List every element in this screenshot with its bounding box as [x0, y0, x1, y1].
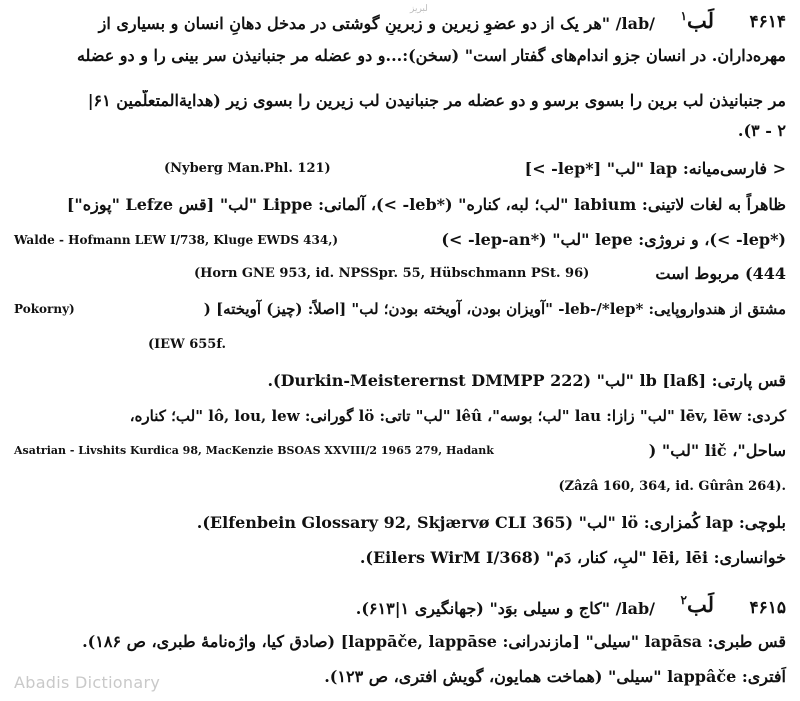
etym-text: (IEW 655f.	[147, 337, 226, 352]
etym-text: 444) مربوط است	[655, 264, 786, 283]
etym-text: قس پارتی: lb [laß] "لب" (Durkin-Meisterernst DMMPP 222).	[267, 371, 786, 390]
etym-text: ظاهراً به لغات لاتینی: labium "لب؛ لبه، کناره" (*leb- >)، آلمانی: Lippe "لب" [قس Lefze "پوزه"]	[66, 195, 786, 214]
etym-text: (*lep- >)، و نروژی: lepe "لب" (*lep-an- >)	[441, 230, 786, 249]
definition-text: "هر یک از دو عضوِ زیرین و زبرینِ گوشتی در مدخل دهانِ انسان و بسیاری از	[98, 14, 611, 33]
etym-text: مشتق از هندواروپایی: *leb-/*lep- "آویزان بودن، آویخته بودن؛ لب" [اصلاً: (چیز) آویخته] (	[203, 300, 786, 318]
etym-ref: Walde - Hofmann LEW I/738, Kluge EWDS 434,)	[14, 233, 339, 247]
definition-text: "کاج و سیلی بوَد" (جهانگیری ۱|۶۱۳).	[355, 599, 611, 618]
definition-line-4: ۲ - ۳).	[737, 121, 786, 140]
etym-text: قس طبری: lapāsa "سیلی" [مازندرانی: lappāče, lappāse] (صادق کیا، واژه‌نامهٔ طبری، ص ۱۸۶).	[82, 632, 786, 651]
faint-mark: لبریز	[410, 4, 428, 14]
definition-line-1	[14, 13, 655, 35]
headword-text: لَب	[686, 8, 714, 33]
entry-number-4614: ۴۶۱۴	[749, 12, 786, 32]
etym-ref: Asatrian - Livshits Kurdica 98, MacKenzie BSOAS XXVIII/2 1965 279, Hadank	[14, 444, 494, 457]
definition-line-3: مر جنبانیذن لب برین را بسوی برسو و دو عضله مر جنبانیدن لب زیرین را بسوی زیر (هدایة‌المتعلّمین ۶۱|	[87, 91, 786, 110]
entry-number-4615: ۴۶۱۵	[749, 598, 786, 618]
headword-text: لَب	[686, 592, 714, 617]
etym-ref: (Nyberg Man.Phl. 121)	[164, 161, 331, 176]
etym-text: خوانساری: lēi, lēi "لبِ، کنار، دَم" (Eilers WirM I/368).	[359, 548, 786, 567]
entry2-definition	[355, 598, 655, 620]
etym-ref: Pokorny)	[14, 302, 75, 316]
entry-headword-1	[681, 8, 714, 33]
etym-ref: (Horn GNE 953, id. NPSSpr. 55, Hübschmann PSt. 96)	[194, 266, 590, 281]
etym-text: اَفتری: lappâče "سیلی" (هماخت همایون، گویش افتری، ص ۱۲۳).	[324, 667, 786, 686]
etym-text: بلوچی: lap کُمزاری: lö "لب" (Elfenbein Glossary 92, Skjærvø CLI 365).	[196, 513, 786, 532]
definition-line-2: مهره‌داران. در انسان جزو اندام‌های گفتار است" (سخن):...و دو عضله مر جنبانیذن سر بینی را و دو عضله	[76, 46, 786, 65]
transliteration: /lab/	[615, 14, 655, 33]
etym-text: کردی: lēv, lēw "لب" زازا: lau "لب؛ بوسه"، lêû "لب" تاتی: lö گورانی: lô, lou, lew "لب؛ کناره،	[129, 407, 786, 425]
watermark: Abadis Dictionary	[14, 673, 161, 692]
etym-text: ساحل"، lič "لب" (	[648, 441, 786, 460]
etym-text: < فارسی‌میانه: lap "لب" [*lep- >]	[524, 159, 786, 178]
transliteration: /lab/	[615, 599, 655, 618]
headword-superscript: ۲	[680, 593, 687, 607]
etym-text: (Zâzâ 160, 364, id. Gûrân 264).	[558, 479, 786, 494]
headword-superscript: ۱	[680, 9, 687, 23]
entry-headword-2	[681, 592, 714, 617]
